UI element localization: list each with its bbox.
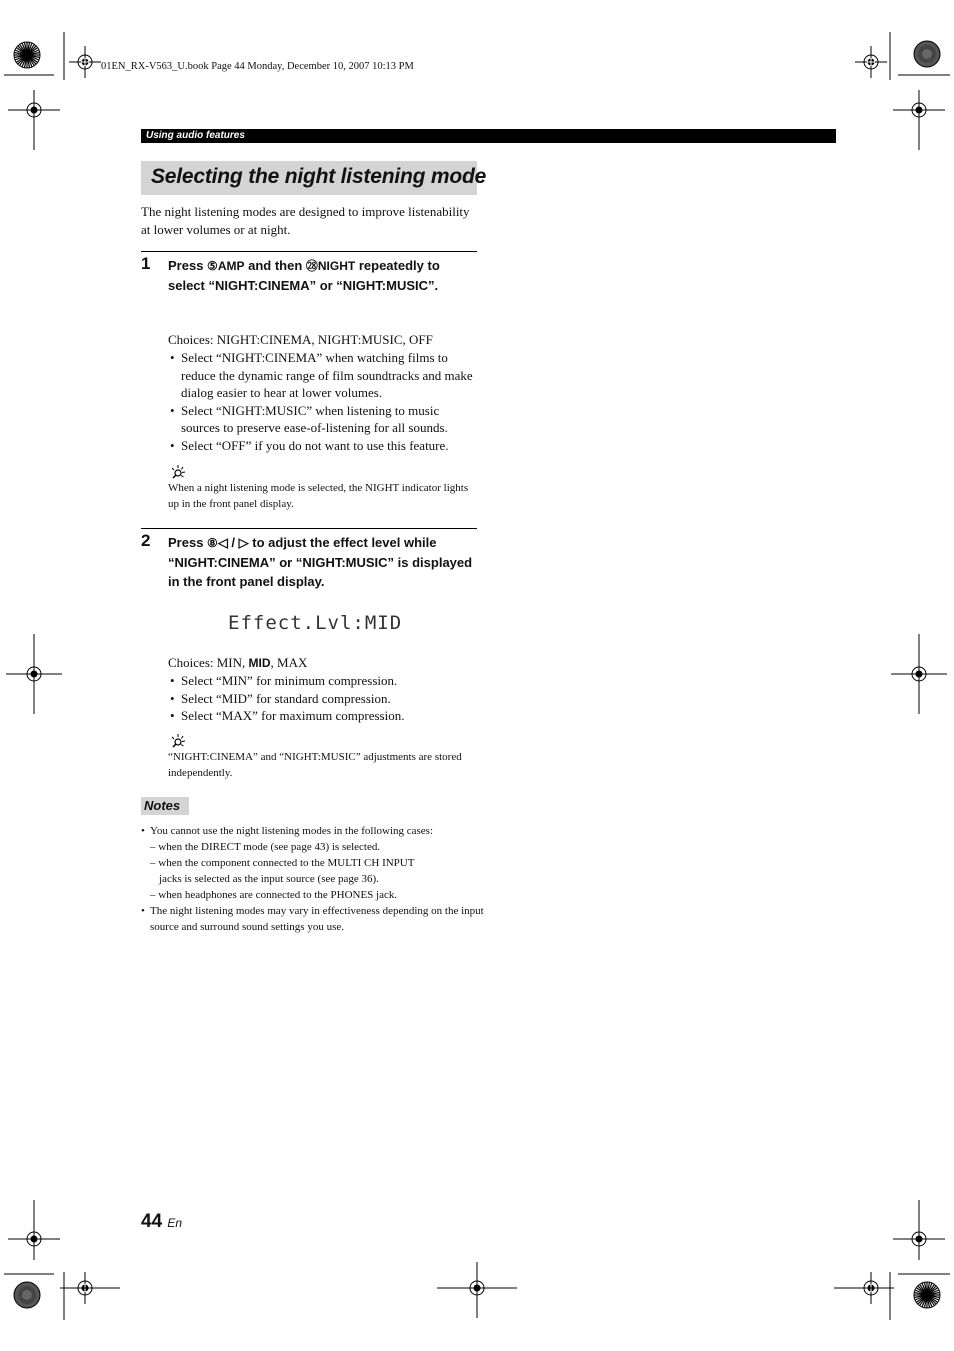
step2-instruction	[168, 533, 480, 591]
lightbulb-icon	[168, 464, 186, 480]
step1-choices: Choices: NIGHT:CINEMA, NIGHT:MUSIC, OFF	[168, 332, 433, 347]
front-panel-display-text: Effect.Lvl:MID	[228, 612, 403, 634]
page-number	[141, 1211, 182, 1233]
section-label: Using audio features	[146, 130, 245, 141]
note-subitem: – when the component connected to the MULTI CH INPUT	[150, 857, 415, 869]
note-subitem: – when headphones are connected to the PHONES jack.	[150, 889, 398, 901]
notes-list	[141, 823, 486, 935]
amp-key-label: AMP	[217, 259, 245, 273]
book-info-line: 01EN_RX-V563_U.book Page 44 Monday, December 10, 2007 10:13 PM	[101, 61, 414, 72]
default-choice: MID	[248, 656, 271, 670]
step2-rest: to adjust the effect level while “NIGHT:CINEMA” or “NIGHT:MUSIC” is displayed in the front panel display.	[168, 535, 473, 589]
language-code: En	[167, 1216, 183, 1230]
key-number-8: ⑧	[207, 536, 218, 550]
note-item: • You cannot use the night listening modes in the following cases:	[141, 823, 486, 839]
step2-press: Press	[168, 535, 208, 550]
intro-paragraph: The night listening modes are designed to improve listenability at lower volumes or at night.	[141, 204, 470, 237]
page-number-value: 44	[141, 1211, 163, 1232]
night-key-label: NIGHT	[317, 259, 356, 273]
step2-number: 2	[141, 531, 151, 550]
note-subitem: – when the DIRECT mode (see page 43) is selected.	[150, 841, 381, 853]
note-item: • The night listening modes may vary in effectiveness depending on the input source and surround sound settings you use.	[141, 903, 486, 935]
step1-and-then: and then	[244, 258, 306, 273]
lightbulb-icon	[168, 733, 186, 749]
step2-rule	[141, 528, 477, 529]
list-item: • Select “MIN” for minimum compression.	[168, 672, 480, 690]
list-item: • Select “MAX” for maximum compression.	[168, 707, 480, 725]
step2-bullet-list	[168, 672, 480, 725]
key-number-28: ㉘	[305, 259, 318, 273]
key-number-5: ⑤	[207, 259, 218, 273]
step2-tip-text: “NIGHT:CINEMA” and “NIGHT:MUSIC” adjustments are stored independently.	[168, 751, 462, 779]
step2-choices-suffix: , MAX	[270, 655, 308, 670]
step1-bullet-list	[168, 349, 480, 454]
list-item: • Select “NIGHT:CINEMA” when watching films to reduce the dynamic range of film soundtracks and make dialog easier to hear at lower volumes.	[168, 349, 480, 402]
step1-rule	[141, 251, 477, 252]
notes-heading: Notes	[144, 798, 181, 813]
step2-choices-prefix: Choices: MIN,	[168, 655, 249, 670]
step1-number: 1	[141, 254, 151, 273]
step1-press: Press	[168, 258, 208, 273]
page-title: Selecting the night listening mode	[151, 165, 487, 188]
page-title-box	[141, 161, 487, 195]
step1-rest: repeatedly to select “NIGHT:CINEMA” or “NIGHT:MUSIC”.	[168, 258, 440, 293]
step1-instruction	[168, 256, 480, 295]
list-item: • Select “OFF” if you do not want to use this feature.	[168, 437, 480, 455]
section-header-bar	[141, 129, 836, 143]
notes-heading-box	[141, 797, 189, 815]
list-item: • Select “NIGHT:MUSIC” when listening to music sources to preserve ease-of-listening for all sounds.	[168, 402, 480, 437]
list-item: • Select “MID” for standard compression.	[168, 690, 480, 708]
step1-tip-text: When a night listening mode is selected, the NIGHT indicator lights up in the front panel display.	[168, 482, 469, 510]
note-subitem-continued: jacks is selected as the input source (see page 36).	[159, 873, 379, 885]
left-right-arrows: ◁ / ▷	[217, 535, 249, 550]
step2-choices	[168, 654, 478, 673]
